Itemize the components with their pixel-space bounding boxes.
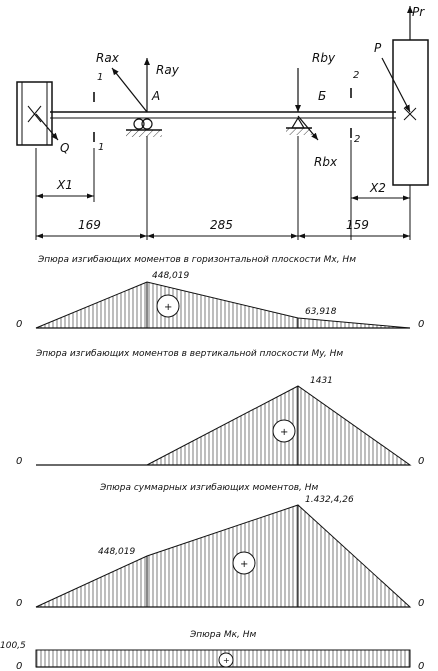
diagram-mx [16, 255, 424, 330]
label-section-1-top: 1 [97, 72, 104, 83]
diagram-mx-title: Эпюра изгибающих моментов в горизонтальной плоскости Mx, Нм [38, 255, 356, 265]
label-p: P [374, 41, 382, 55]
diagram-my-value-b: 1431 [310, 376, 333, 386]
shaft-scheme [17, 5, 428, 240]
diagram-mx-value-b: 63,918 [305, 307, 337, 317]
diagram-my-sign: + [280, 427, 289, 438]
diagram-msum-area [36, 505, 410, 607]
force-arrow-p [382, 58, 410, 112]
force-arrow-rax [112, 68, 147, 112]
diagram-msum-value-b: 1.432,4,26 [305, 495, 354, 505]
label-pr: Pr [412, 5, 425, 19]
diagram-mk-zero-right: 0 [418, 661, 425, 671]
dimension-169: 169 [78, 218, 101, 232]
support-a [126, 119, 162, 137]
diagram-msum-zero-right: 0 [418, 598, 425, 609]
support-b [286, 118, 312, 135]
diagram-mx-area [36, 282, 410, 328]
diagram-my [16, 349, 424, 467]
diagram-mk-zero-left: 0 [16, 661, 23, 671]
left-gear [17, 82, 52, 145]
diagram-mx-zero-right: 0 [418, 319, 425, 330]
label-x1: X1 [57, 178, 73, 192]
diagram-my-zero-right: 0 [418, 456, 425, 467]
label-rax: Rax [96, 51, 119, 65]
diagram-mk [0, 630, 424, 671]
label-section-2-top: 2 [353, 70, 360, 81]
diagram-my-zero-left: 0 [16, 456, 23, 467]
diagram-mk-title: Эпюра Mк, Нм [190, 630, 257, 640]
diagram-msum-value-a: 448,019 [98, 547, 136, 557]
diagram-mk-sign: + [223, 656, 230, 665]
diagram-msum-sign: + [240, 559, 249, 570]
dimension-285: 285 [210, 218, 233, 232]
label-rbx: Rbx [314, 155, 338, 169]
diagram-mx-zero-left: 0 [16, 319, 23, 330]
dimension-159: 159 [346, 218, 369, 232]
label-ray: Ray [156, 63, 179, 77]
label-rby: Rby [312, 51, 336, 65]
label-section-2-bottom: 2 [354, 134, 361, 145]
label-x2: X2 [370, 181, 386, 195]
diagram-my-title: Эпюра изгибающих моментов в вертикальной плоскости My, Нм [36, 349, 344, 359]
diagram-msum-title: Эпюра суммарных изгибающих моментов, Нм [100, 483, 319, 493]
diagram-mx-value-a: 448,019 [152, 271, 190, 281]
label-support-b: Б [318, 89, 327, 103]
diagram-msum [16, 483, 424, 609]
diagram-mx-sign: + [164, 302, 173, 313]
diagram-mk-value-left: 100,5 [0, 641, 26, 651]
label-q: Q [60, 141, 70, 155]
right-gear [393, 40, 428, 185]
diagram-msum-zero-left: 0 [16, 598, 23, 609]
label-support-a: A [152, 89, 161, 103]
label-section-1-bottom: 1 [98, 142, 105, 153]
